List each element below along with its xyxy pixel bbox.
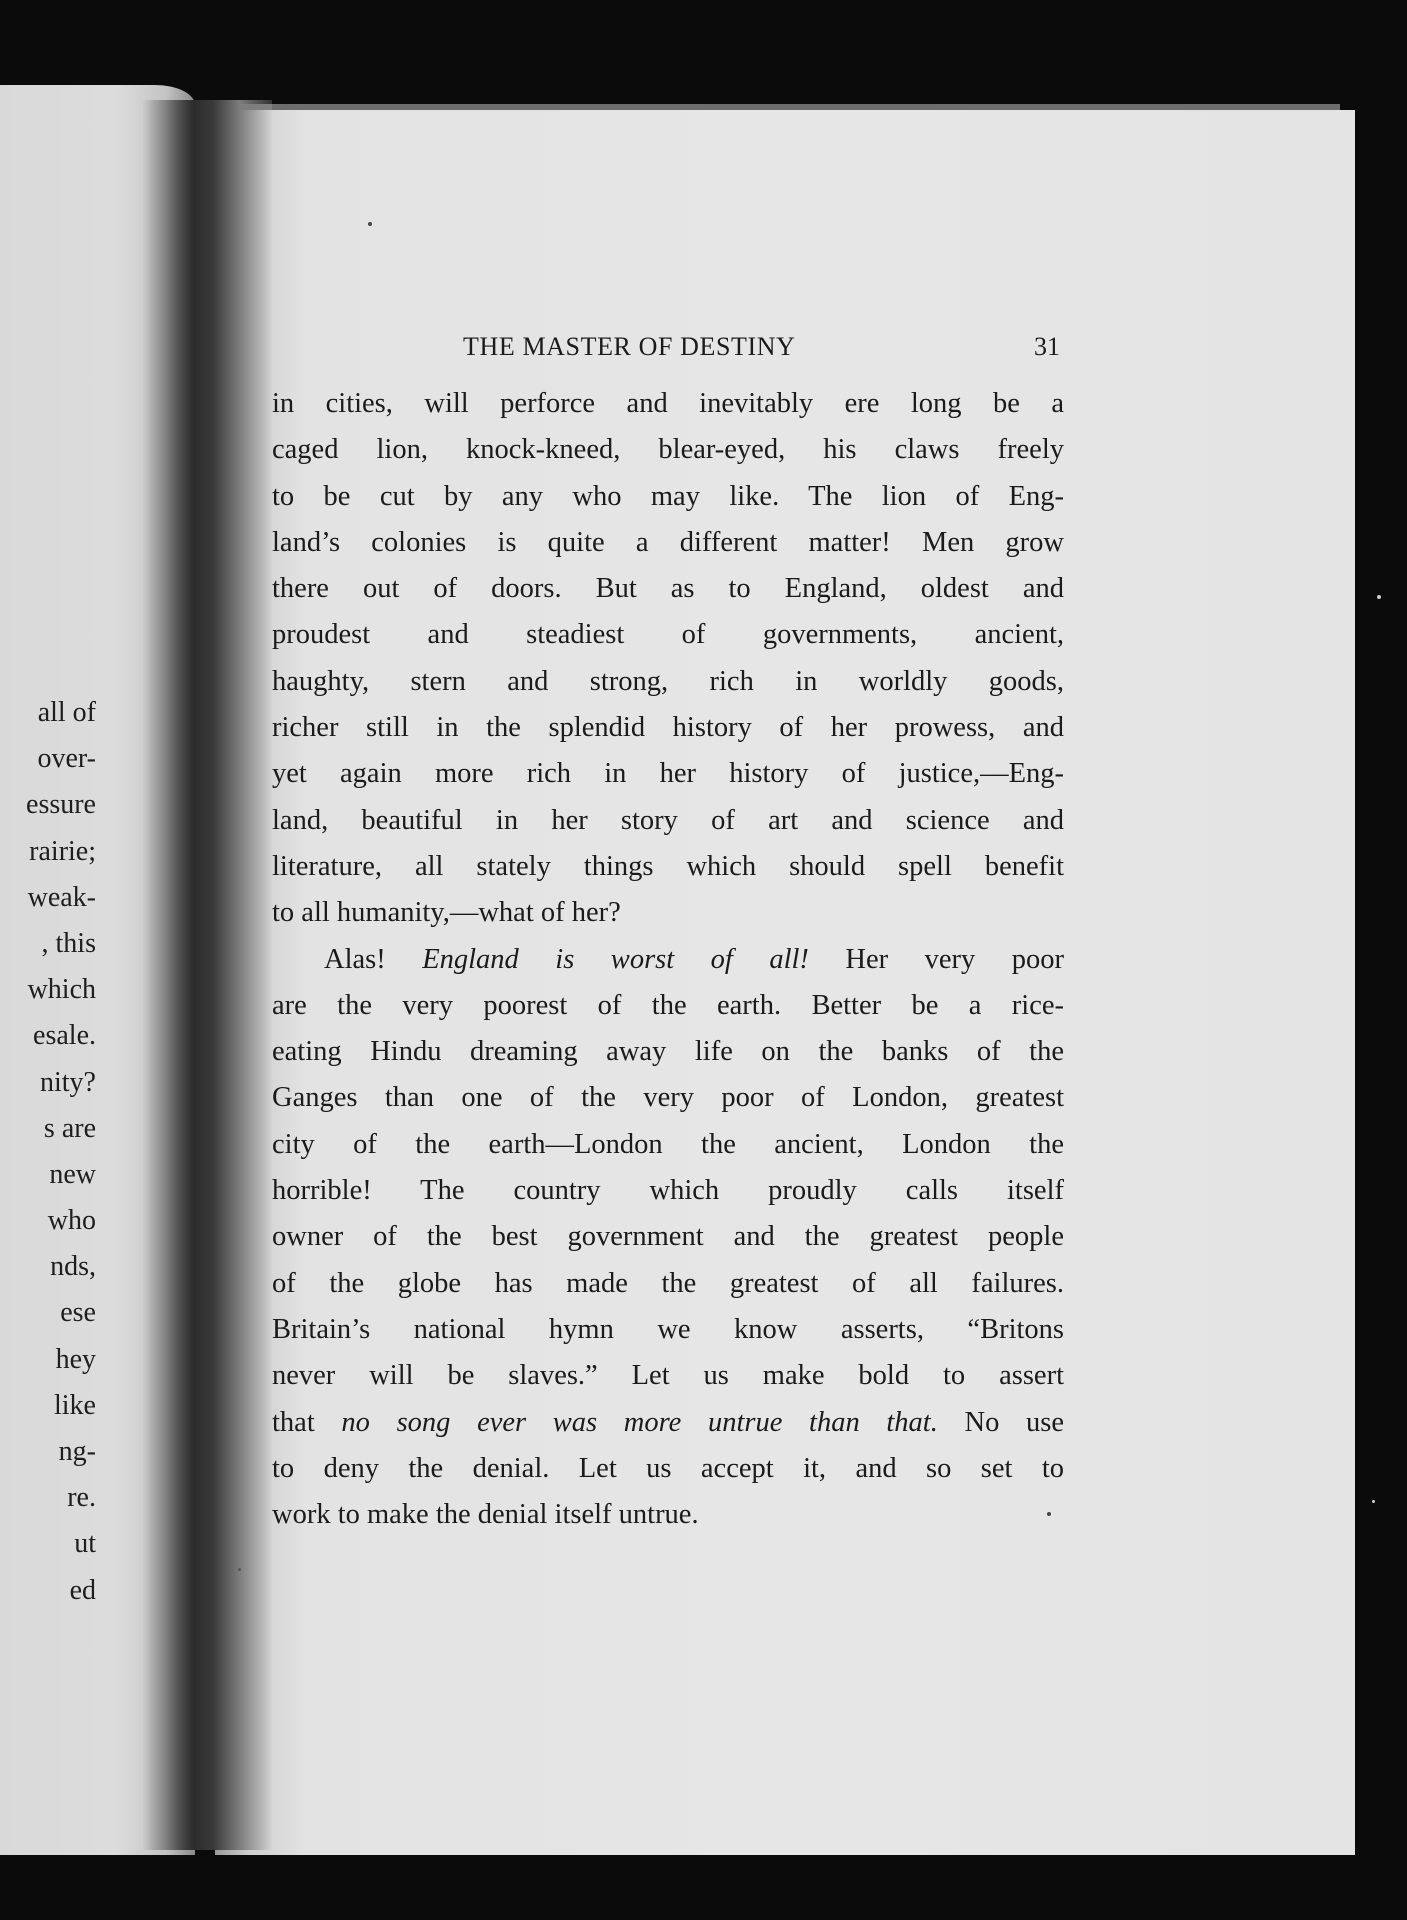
- left-line: s are: [43, 1112, 96, 1144]
- text-line: there out of doors. But as to England, oldest and: [272, 573, 1064, 605]
- page-number: 31: [1034, 332, 1060, 361]
- text-line: city of the earth—London the ancient, London the: [272, 1128, 1064, 1160]
- text-line: richer still in the splendid history of her prowess, and: [272, 712, 1064, 744]
- left-line: essure: [26, 789, 96, 821]
- text-line: caged lion, knock-kneed, blear-eyed, his claws freely: [272, 434, 1064, 466]
- text-span: No use: [937, 1406, 1064, 1438]
- left-page-text: [0, 690, 96, 1614]
- text-line: horrible! The country which proudly calls itself: [272, 1175, 1064, 1207]
- text-line: land, beautiful in her story of art and science and: [272, 804, 1064, 836]
- text-line: to all humanity,—what of her?: [272, 897, 621, 929]
- text-line: land’s colonies is quite a different matter! Men grow: [272, 526, 1064, 558]
- text-line: never will be slaves.” Let us make bold to assert: [272, 1360, 1064, 1392]
- left-line: like: [54, 1389, 96, 1421]
- text-line: are the very poorest of the earth. Better be a rice-: [272, 989, 1064, 1021]
- speck: [238, 1568, 241, 1571]
- left-line: ed: [69, 1574, 96, 1606]
- text-line: proudest and steadiest of governments, ancient,: [272, 619, 1064, 651]
- left-line: new: [49, 1158, 96, 1190]
- left-line: ese: [60, 1297, 96, 1329]
- text-line: to deny the denial. Let us accept it, and so set to: [272, 1452, 1064, 1484]
- speck: [1047, 1512, 1051, 1516]
- italic-phrase: no song ever was more untrue than that.: [341, 1406, 938, 1438]
- left-line: which: [27, 974, 96, 1006]
- left-line: who: [47, 1205, 96, 1237]
- text-line: haughty, stern and strong, rich in worldly goods,: [272, 665, 1064, 697]
- text-line: to be cut by any who may like. The lion of Eng-: [272, 480, 1064, 512]
- left-line: , this: [41, 927, 96, 959]
- text-line-italic-emphasis: [272, 937, 1064, 983]
- running-head: THE MASTER OF DESTINY: [463, 332, 796, 361]
- text-line: owner of the best government and the greatest people: [272, 1221, 1064, 1253]
- left-line: esale.: [33, 1020, 96, 1052]
- left-line: ut: [74, 1528, 96, 1560]
- text-line: yet again more rich in her history of justice,—Eng-: [272, 758, 1064, 790]
- speck: [1377, 595, 1381, 599]
- left-line: weak-: [27, 881, 96, 913]
- text-line: Britain’s national hymn we know asserts, “Britons: [272, 1313, 1064, 1345]
- text-line: Ganges than one of the very poor of London, greatest: [272, 1082, 1064, 1114]
- left-line: nity?: [40, 1066, 96, 1098]
- speck: [1372, 1500, 1375, 1503]
- text-line: work to make the denial itself untrue.: [272, 1499, 699, 1531]
- text-span: that: [272, 1406, 342, 1438]
- left-line: ng-: [58, 1436, 96, 1467]
- speck: [368, 222, 372, 226]
- text-span: Alas!: [324, 943, 423, 975]
- text-line-italic-emphasis: [272, 1400, 1064, 1446]
- left-line: re.: [67, 1482, 96, 1514]
- body-text: [272, 381, 1064, 1538]
- left-line: over-: [37, 743, 96, 775]
- spine-gutter-shadow: [142, 100, 272, 1850]
- left-line: rairie;: [29, 835, 96, 867]
- left-line: hey: [55, 1343, 96, 1375]
- text-line: eating Hindu dreaming away life on the banks of the: [272, 1036, 1064, 1068]
- left-line: all of: [37, 697, 96, 728]
- text-line: in cities, will perforce and inevitably ere long be a: [272, 388, 1064, 419]
- italic-phrase: England is worst of all!: [422, 943, 809, 975]
- text-span: Her very poor: [808, 943, 1064, 975]
- text-line: of the globe has made the greatest of all failures.: [272, 1267, 1064, 1299]
- left-line: nds,: [50, 1251, 96, 1283]
- text-line: literature, all stately things which should spell benefit: [272, 850, 1064, 882]
